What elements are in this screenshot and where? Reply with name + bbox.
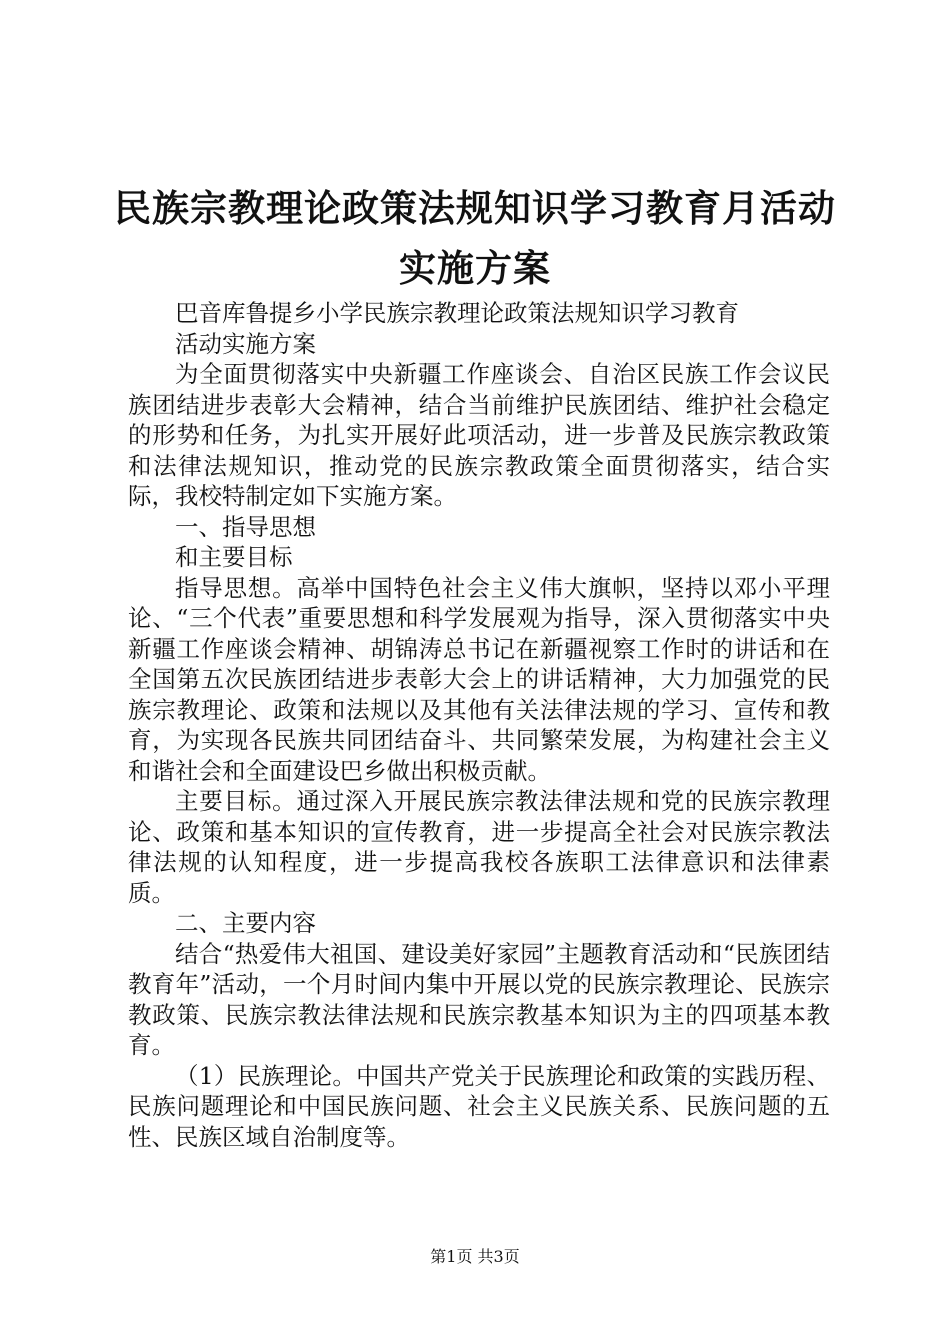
guiding-thought-paragraph: 指导思想。高举中国特色社会主义伟大旗帜，坚持以邓小平理论、“三个代表”重要思想和科学发展观为指导，深入贯彻落实中央新疆工作座谈会精神、胡锦涛总书记在新疆视察工作时的讲话和在全国第五次民族团结进步表彰大会上的讲话精神，大力加强党的民族宗教理论、政策和法规以及其他有关法律法规的学习、宣传和教育，为实现各民族共同团结奋斗、共同繁荣发展，为构建社会主义和谐社会和全面建设巴乡做出积极贡献。 xyxy=(128,573,830,785)
subtitle-line-2: 活动实施方案 xyxy=(175,329,316,358)
subtitle-line-1: 巴音库鲁提乡小学民族宗教理论政策法规知识学习教育 xyxy=(175,299,739,327)
document-body xyxy=(128,298,830,1152)
intro-paragraph: 为全面贯彻落实中央新疆工作座谈会、自治区民族工作会议民族团结进步表彰大会精神，结合当前维护民族团结、维护社会稳定的形势和任务，为扎实开展好此项活动，进一步普及民族宗教政策和法律法规知识，推动党的民族宗教政策全面贯彻落实，结合实际，我校特制定如下实施方案。 xyxy=(128,360,830,510)
section-heading-1-cont: 和主要目标 xyxy=(175,543,293,571)
page-number: 第1页 共3页 xyxy=(430,1247,520,1266)
ethnic-theory-paragraph: （1）民族理论。中国共产党关于民族理论和政策的实践历程、民族问题理论和中国民族问题、社会主义民族关系、民族问题的五性、民族区域自治制度等。 xyxy=(128,1061,830,1151)
main-goal-paragraph: 主要目标。通过深入开展民族宗教法律法规和党的民族宗教理论、政策和基本知识的宣传教育，进一步提高全社会对民族宗教法律法规的认知程度，进一步提高我校各族职工法律意识和法律素质。 xyxy=(128,787,830,907)
document-title: 民族宗教理论政策法规知识学习教育月活动实施方案 xyxy=(114,186,836,290)
main-content-paragraph: 结合“热爱伟大祖国、建设美好家园”主题教育活动和“民族团结教育年”活动，一个月时间内集中开展以党的民族宗教理论、民族宗教政策、民族宗教法律法规和民族宗教基本知识为主的四项基本教育。 xyxy=(128,939,830,1059)
section-heading-1: 一、指导思想 xyxy=(175,512,316,541)
section-heading-2: 二、主要内容 xyxy=(175,909,316,937)
